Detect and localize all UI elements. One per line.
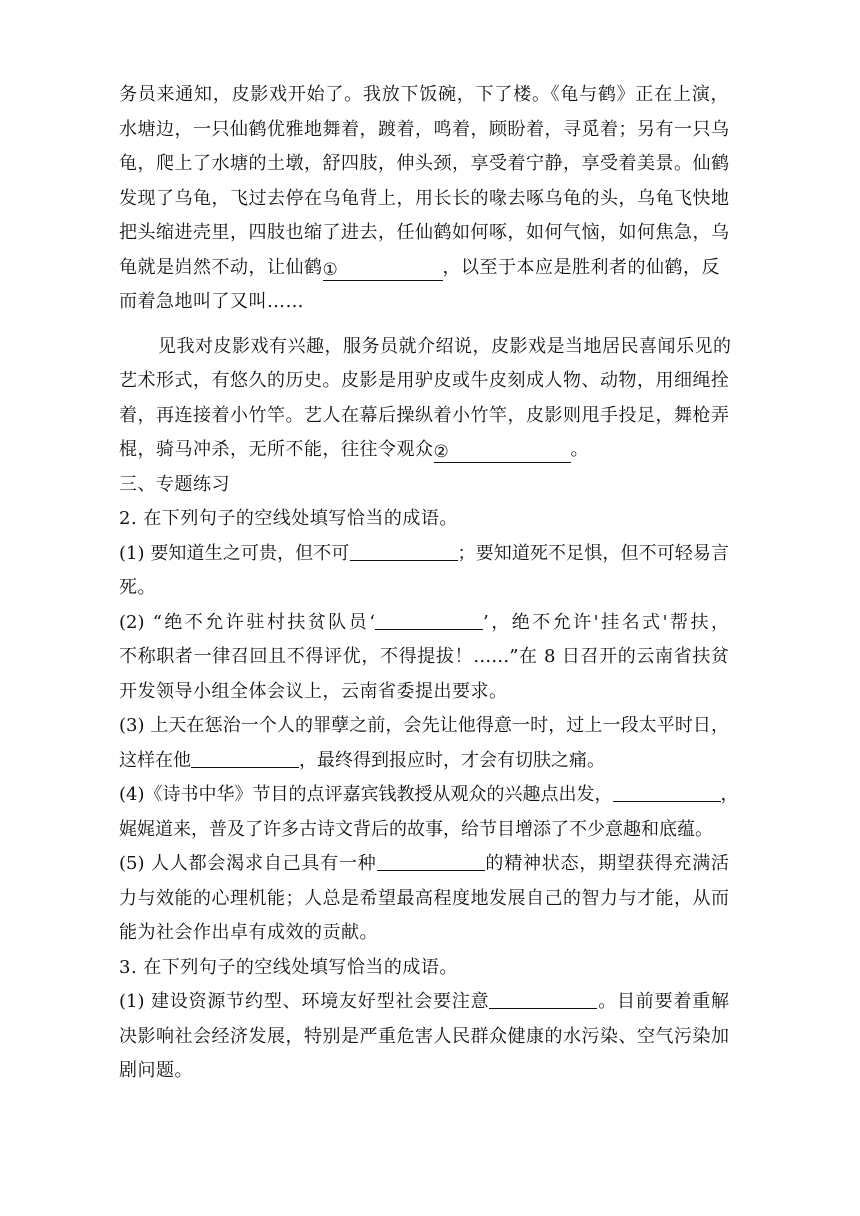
- text-segment: ’，绝不允许'挂名式'帮扶，: [483, 611, 729, 633]
- text-line: 娓娓道来，普及了许多古诗文背后的故事，给节目增添了不少意趣和底蕴。: [119, 818, 713, 840]
- text-segment: (5) 人人都会渴求自己具有一种: [119, 853, 377, 874]
- text-line: 死。: [119, 577, 156, 598]
- text-segment: 。目前要着重解: [597, 991, 730, 1012]
- text-segment: 棍，骑马冲杀，无所不能，往往令观众: [119, 439, 434, 460]
- text-line: 艺术形式，有悠久的历史。皮影是用驴皮或牛皮刻成人物、动物，用细绳拴: [119, 370, 730, 391]
- text-line: [119, 985, 729, 1020]
- text-segment: (1) 建设资源节约型、环境友好型社会要注意: [119, 991, 490, 1012]
- text-line: 龟，爬上了水塘的土墩，舒四肢，伸头颈，享受着宁静，享受着美景。仙鹤: [119, 153, 730, 174]
- passage-paragraph-1: [119, 78, 729, 320]
- question-title: 2. 在下列句子的空线处填写恰当的成语。: [119, 508, 458, 529]
- text-segment: ，: [720, 784, 739, 805]
- text-line: [119, 433, 729, 468]
- answer-blank[interactable]: [613, 781, 721, 802]
- text-line: [119, 744, 729, 779]
- blank-1[interactable]: ①: [323, 260, 443, 281]
- text-line: 决影响社会经济发展，特别是严重危害人民群众健康的水污染、空气污染加: [119, 1025, 729, 1047]
- text-line: 水塘边，一只仙鹤优雅地舞着，踱着，鸣着，顾盼着，寻觅着；另有一只乌: [119, 118, 730, 140]
- answer-blank[interactable]: [191, 747, 299, 768]
- text-line: [119, 606, 729, 641]
- text-line: 而着急地叫了又叫……: [119, 291, 304, 312]
- text-segment: 的精神状态，期望获得充满活: [484, 853, 729, 874]
- text-segment: 这样在他: [119, 749, 191, 771]
- text-line: 能为社会作出卓有成效的贡献。: [119, 922, 378, 943]
- text-segment: (4)《诗书中华》节目的点评嘉宾钱教授从观众的兴趣点出发，: [119, 784, 613, 805]
- text-segment: ，以至于本应是胜利者的仙鹤，反: [442, 256, 720, 278]
- text-line: 着，再连接着小竹竿。艺人在幕后操纵着小竹竿，皮影则甩手投足，舞枪弄: [119, 404, 730, 426]
- text-line: [119, 778, 739, 813]
- blank-2[interactable]: ②: [434, 442, 571, 463]
- text-line: 见我对皮影戏有兴趣，服务员就介绍说，皮影戏是当地居民喜闻乐见的: [158, 335, 732, 357]
- question-3: [119, 951, 729, 1089]
- text-line: [119, 251, 729, 286]
- text-line: [119, 537, 729, 572]
- text-segment: (2) “绝不允许驻村扶贫队员‘: [119, 611, 376, 633]
- text-line: 力与效能的心理机能；人总是希望最高程度地发展自己的智力与才能，从而: [119, 887, 730, 909]
- text-segment: ；要知道死不足惧，但不可轻易言: [457, 542, 730, 564]
- text-line: 务员来通知，皮影戏开始了。我放下饭碗，下了楼。《龟与鹤》正在上演，: [119, 84, 729, 105]
- answer-blank[interactable]: [375, 609, 483, 630]
- text-line: 剧问题。: [119, 1060, 193, 1081]
- answer-blank[interactable]: [350, 540, 458, 561]
- text-segment: 龟就是岿然不动，让仙鹤: [119, 256, 323, 278]
- section-heading: 三、专题练习: [119, 473, 230, 495]
- text-segment: 。: [570, 439, 589, 460]
- text-segment: ，最终得到报应时，才会有切肤之痛。: [299, 749, 605, 771]
- answer-blank[interactable]: [489, 988, 597, 1009]
- question-title: 3. 在下列句子的空线处填写恰当的成语。: [119, 956, 458, 978]
- passage-paragraph-2: [119, 330, 732, 468]
- text-segment: (1) 要知道生之可贵，但不可: [119, 542, 350, 564]
- answer-blank[interactable]: [377, 850, 485, 871]
- text-line: (3) 上天在惩治一个人的罪孽之前，会先让他得意一时，过上一段太平时日，: [119, 715, 729, 736]
- text-line: [119, 847, 729, 882]
- text-line: 发现了乌龟，飞过去停在乌龟背上，用长长的喙去啄乌龟的头，乌龟飞快地: [119, 187, 730, 209]
- text-line: 把头缩进壳里，四肢也缩了进去，任仙鹤如何啄，如何气恼，如何焦急，乌: [119, 222, 730, 243]
- text-line: 不称职者一律召回且不得评优，不得提拔！……”在 8 日召开的云南省扶贫: [119, 646, 729, 667]
- text-line: 开发领导小组全体会议上，云南省委提出要求。: [119, 680, 508, 702]
- question-2: [119, 502, 739, 951]
